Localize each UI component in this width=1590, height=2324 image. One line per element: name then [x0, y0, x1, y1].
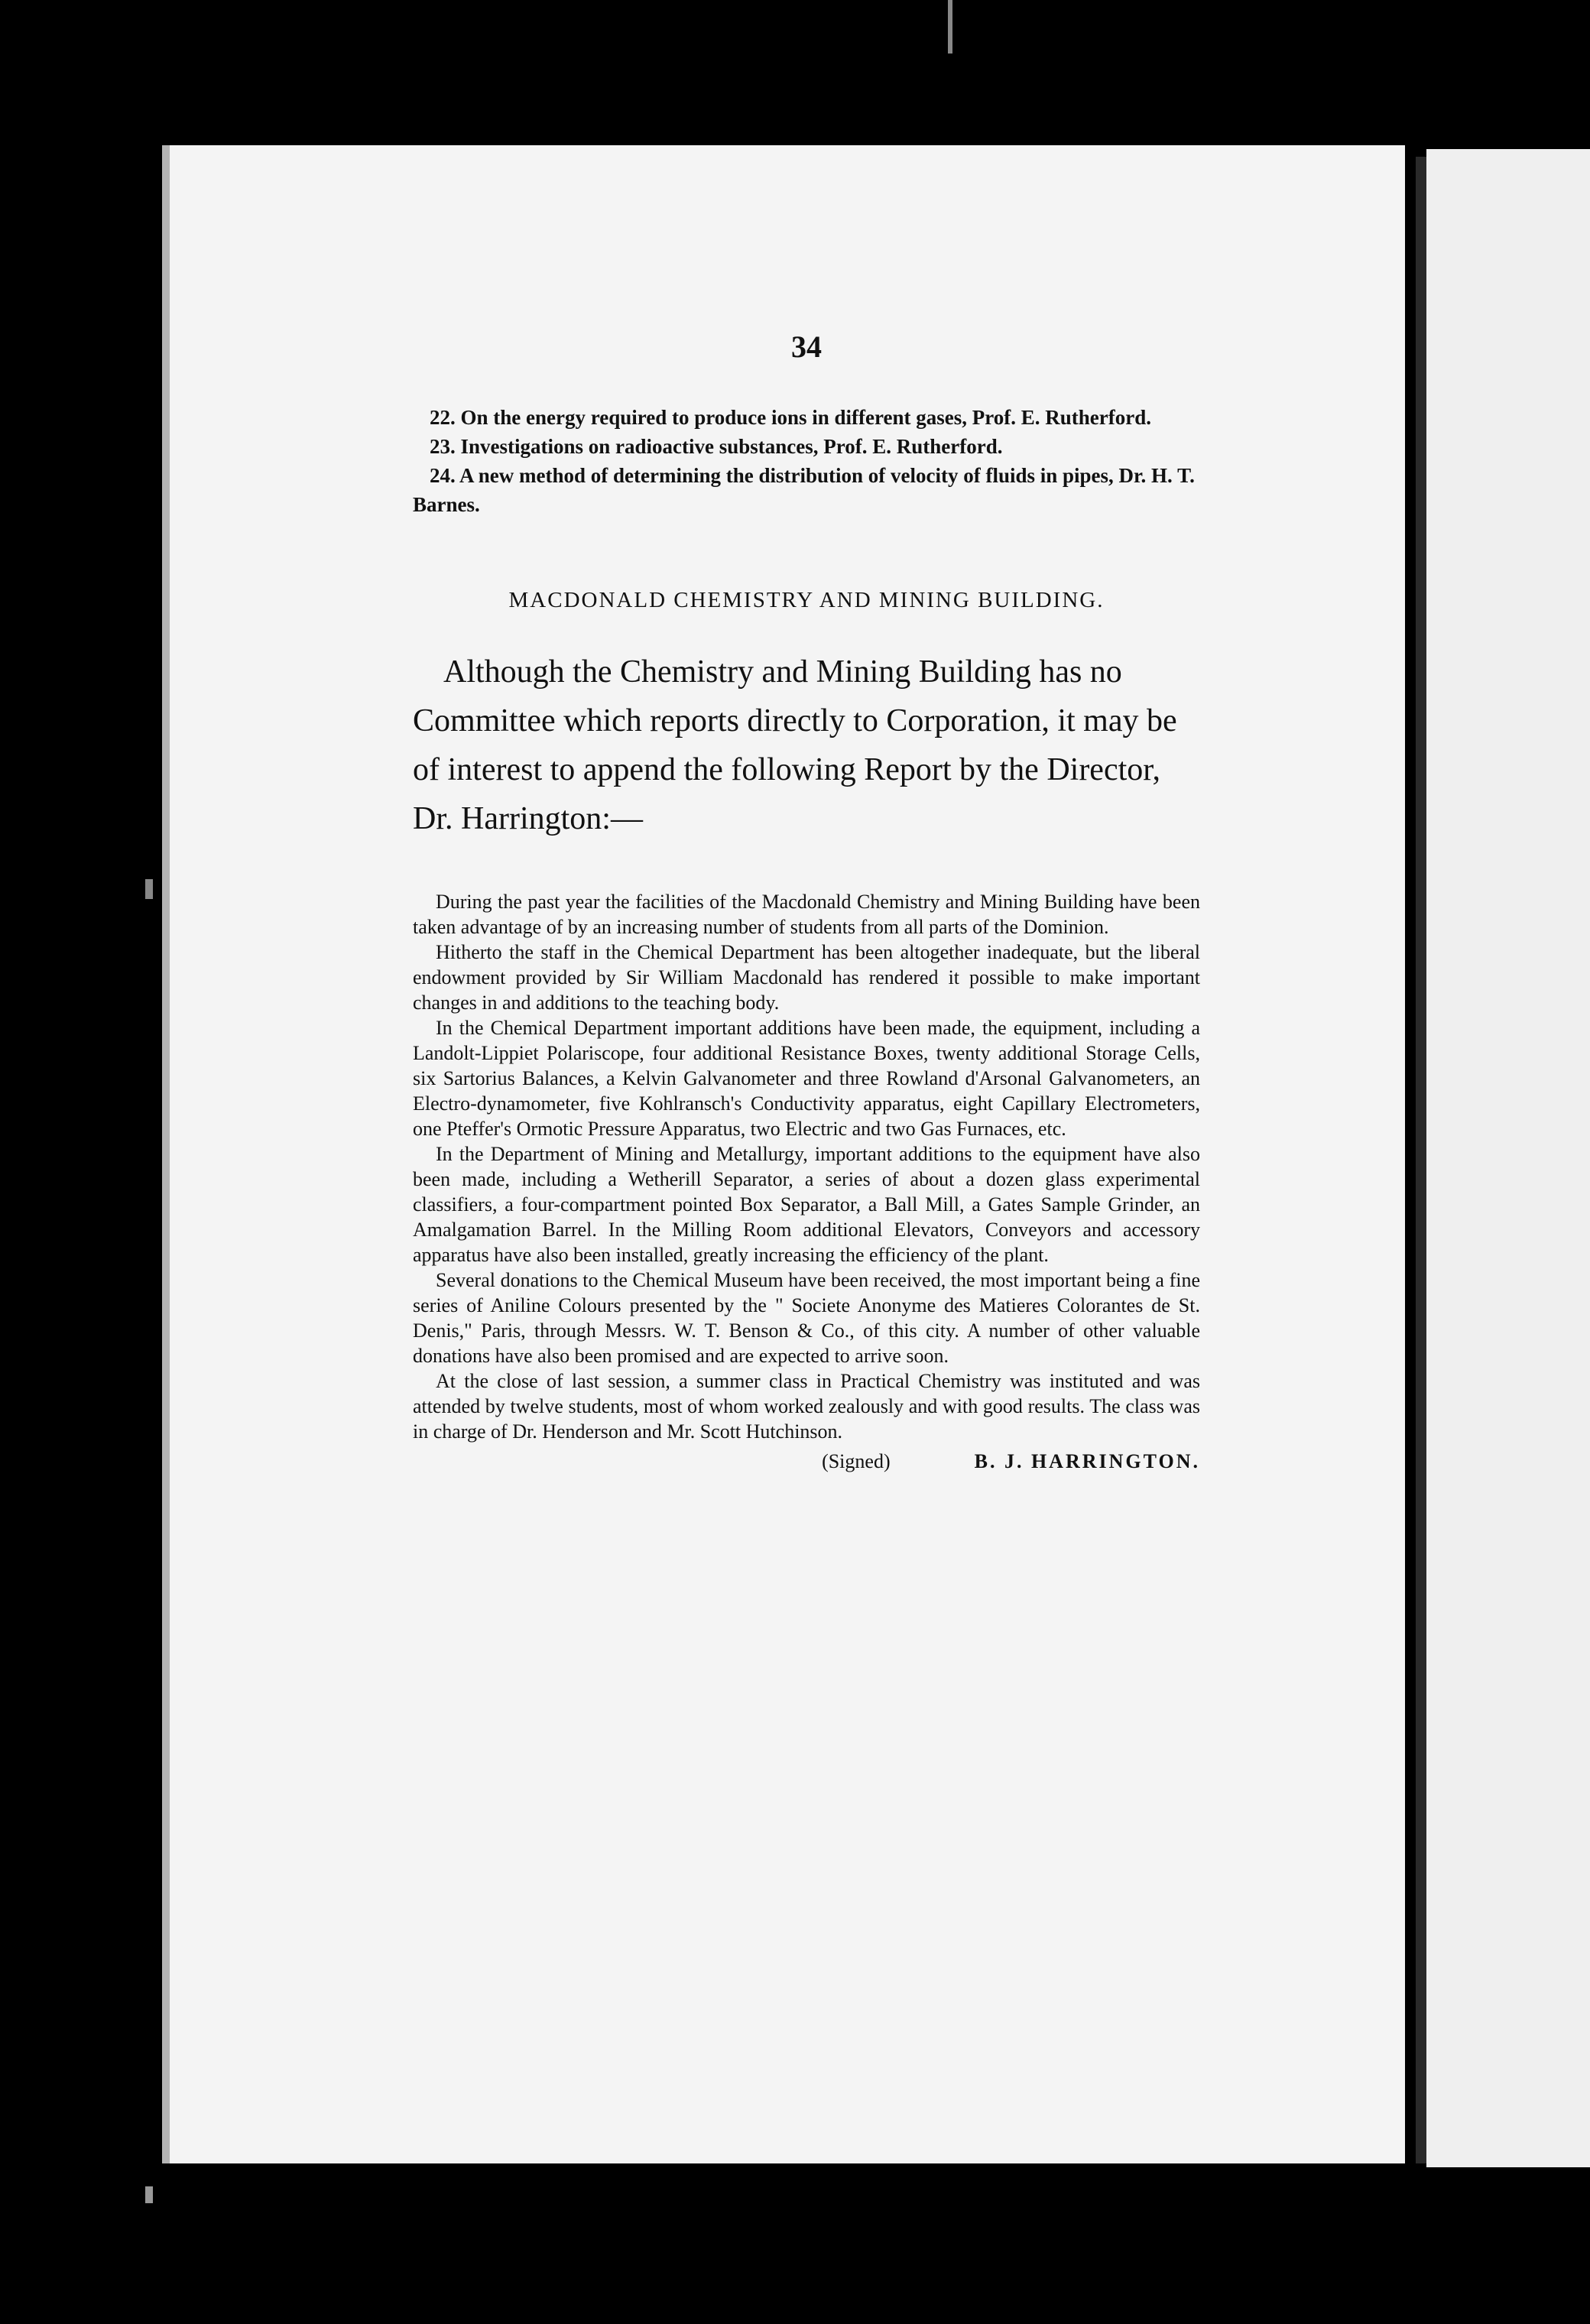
report-paragraph: Several donations to the Chemical Museum have been received, the most important being a fine series of Aniline Colours presented by the " Societe Anonyme des Matieres Colorantes de St. Denis," Paris, through Messrs. W. T. Benson & Co., of this city. A number of other valuable donations have also been promised and are expected to arrive soon.: [413, 1269, 1200, 1367]
report-paragraph: Hitherto the staff in the Chemical Department has been altogether inadequate, but the liberal endowment provided by Sir William Macdonald has rendered it possible to make important changes in and additions to the teaching body.: [413, 941, 1200, 1014]
facing-page: [1426, 149, 1590, 2167]
page-number: 34: [791, 329, 822, 364]
scan-artifact: [948, 0, 952, 54]
page-content: [413, 329, 1200, 1473]
intro-paragraph: Although the Chemistry and Mining Building has no Committee which reports directly to Corporation, it may be of interest to append the following Report by the Director, Dr. Harrington:—: [413, 654, 1177, 836]
signatory-name: B. J. HARRINGTON.: [974, 1450, 1200, 1472]
scan-artifact: [145, 879, 153, 899]
list-item: 23. Investigations on radioactive substances, Prof. E. Rutherford.: [430, 435, 1003, 458]
report-paragraph: During the past year the facilities of the Macdonald Chemistry and Mining Building have been taken advantage of by an increasing number of students from all parts of the Dominion.: [413, 891, 1200, 938]
signed-label: (Signed): [822, 1450, 891, 1472]
scan-artifact: [145, 2186, 153, 2203]
signature-line: [413, 1450, 1200, 1473]
section-heading: MACDONALD CHEMISTRY AND MINING BUILDING.: [508, 588, 1105, 612]
list-item: 22. On the energy required to produce ions in different gases, Prof. E. Rutherford.: [430, 406, 1151, 429]
report-paragraph: In the Chemical Department important additions have been made, the equipment, including a Landolt-Lippiet Polariscope, four additional Resistance Boxes, twenty additional Storage Cells, six Sartorius Balances, a Kelvin Galvanometer and three Rowland d'Arsonal Galvanometers, an Electro-dynamometer, five Kohlransch's Conductivity apparatus, eight Capillary Electrometers, one Pteffer's Ormotic Pressure Apparatus, two Electric and two Gas Furnaces, etc.: [413, 1017, 1200, 1140]
report-paragraph: At the close of last session, a summer class in Practical Chemistry was instituted and was attended by twelve students, most of whom worked zealously and with good results. The class was in charge of Dr. Henderson and Mr. Scott Hutchinson.: [413, 1370, 1200, 1443]
list-item: 24. A new method of determining the distribution of velocity of fluids in pipes, Dr. H. T. Barnes.: [413, 464, 1195, 516]
report-paragraph: In the Department of Mining and Metallurgy, important additions to the equipment have also been made, including a Wetherill Separator, a series of about a dozen glass experimental classifiers, a four-compartment pointed Box Separator, a Ball Mill, a Gates Sample Grinder, an Amalgamation Barrel. In the Milling Room additional Elevators, Conveyors and accessory apparatus have also been installed, greatly increasing the efficiency of the plant.: [413, 1143, 1200, 1266]
